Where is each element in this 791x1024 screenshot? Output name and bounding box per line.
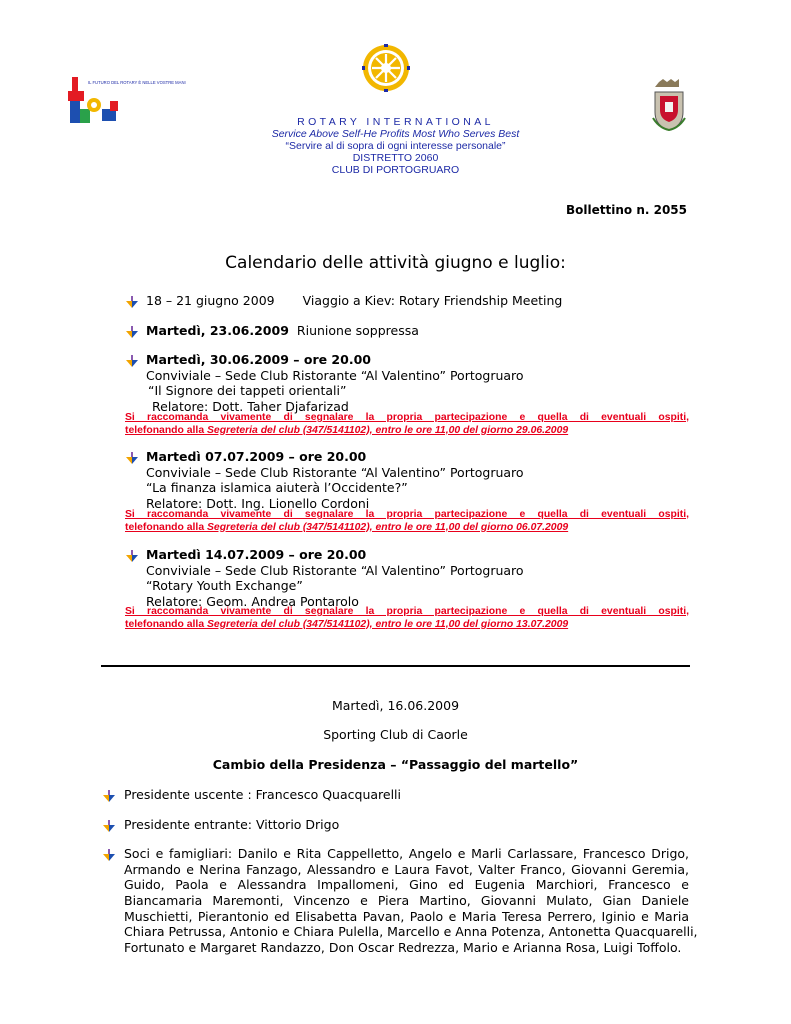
motto-italian: “Servire al di sopra di ogni interesse personale” [285,140,506,152]
secretary-phone: Segreteria del club (347/5141102), entro le ore 11,00 del giorno 06.07.2009 [206,521,569,533]
event-5-venue: Conviviale – Sede Club Ristorante “Al Valentino” Portogruaro [146,562,524,578]
event-5-speaker: Relatore: Geom. Andrea Pontarolo [146,593,359,609]
event-3-speaker: Relatore: Dott. Taher Djafarizad [152,398,349,414]
attendees-list: Soci e famigliari: Danilo e Rita Cappelletto, Angelo e Marli Carlassare, Francesco Drigo, Armando e Nerina Fanzago, Alessandro e Laura Favot, Valter Franco, Giovanni Geremia, Guido, Paola e Alessandra Impallomeni, Gino ed Eugenia Marchiori, Francesco e Biancamaria Maremonti, Vincenzo e Piera Martino, Giovanni Mulato, Gian Daniele Muschietti, Pierantonio ed Elisabetta Pavan, Paolo e Maria Teresa Perrero, Iginio e Maria Chiara Petrussa, Antonio e Chiara Pulella, Marcello e Anna Potenza, Antonetta Quacquarelli, Fortunato e Margaret Randazzo, Don Oscar Redrezza, Mario e Arianna Rosa, Luigi Toffolo. [124,846,698,955]
event-5-date: Martedì 14.07.2009 – ore 20.00 [146,547,367,562]
rotary-wheel-icon [362,44,410,92]
event-4-venue: Conviviale – Sede Club Ristorante “Al Valentino” Portogruaro [146,464,524,480]
bullet-icon [126,550,138,562]
event-5 [146,547,524,609]
bullet-icon [126,326,138,338]
outgoing-president: Presidente uscente : Francesco Quacquarelli [124,787,401,802]
club-name: CLUB DI PORTOGRUARO [331,164,460,176]
bullet-icon [126,355,138,367]
report-date: Martedì, 16.06.2009 [331,698,460,713]
bullet-icon [103,849,115,861]
event-3-venue: Conviviale – Sede Club Ristorante “Al Valentino” Portogruaro [146,367,524,383]
motto-english: Service Above Self-He Profits Most Who Serves Best [271,128,520,140]
incoming-president: Presidente entrante: Vittorio Drigo [124,817,340,832]
bullet-icon [103,820,115,832]
event-5-rsvp-notice: Si raccomanda vivamente di segnalare la propria partecipazione e quella di eventuali ospiti, telefonando alla Segreteria del club (347/5141102), entro le ore 11,00 del giorno 13.07.2009 [125,606,689,630]
calendar-title: Calendario delle attività giugno e luglio: [225,253,566,273]
event-1 [146,293,562,309]
secretary-phone: Segreteria del club (347/5141102), entro le ore 11,00 del giorno 13.07.2009 [206,618,569,630]
event-4-topic: “La finanza islamica aiuterà l’Occidente?” [146,480,408,495]
bulletin-number: Bollettino n. 2055 [566,203,687,217]
section-divider [101,665,690,667]
event-5-topic: “Rotary Youth Exchange” [146,578,303,593]
bullet-icon [126,452,138,464]
event-3-date: Martedì, 30.06.2009 – ore 20.00 [146,352,371,367]
event-2 [146,323,419,339]
event-1-title: Viaggio a Kiev: Rotary Friendship Meeting [302,293,563,308]
event-4 [146,449,524,511]
bullet-icon [103,790,115,802]
secretary-phone: Segreteria del club (347/5141102), entro le ore 11,00 del giorno 29.06.2009 [206,424,569,436]
bullet-icon [126,296,138,308]
district: DISTRETTO 2060 [352,152,439,164]
event-2-date: Martedì, 23.06.2009 [146,323,289,338]
event-3 [146,352,524,414]
event-3-rsvp-notice: Si raccomanda vivamente di segnalare la propria partecipazione e quella di eventuali ospiti, telefonando alla Segreteria del club (347/5141102), entro le ore 11,00 del giorno 29.06.2009 [125,412,689,436]
event-4-rsvp-notice: Si raccomanda vivamente di segnalare la propria partecipazione e quella di eventuali ospiti, telefonando alla Segreteria del club (347/5141102), entro le ore 11,00 del giorno 06.07.2009 [125,509,689,533]
event-4-speaker: Relatore: Dott. Ing. Lionello Cordoni [146,495,370,511]
report-title: Cambio della Presidenza – “Passaggio del martello” [212,757,579,772]
event-2-note: Riunione soppressa [296,323,419,338]
org-name: ROTARY INTERNATIONAL [297,116,494,128]
event-3-topic: “Il Signore dei tappeti orientali” [148,383,347,398]
event-4-date: Martedì 07.07.2009 – ore 20.00 [146,449,367,464]
left-logo-text: IL FUTURO DEL ROTARY È NELLE VOSTRE MANI [88,80,186,85]
report-place: Sporting Club di Caorle [323,727,468,742]
event-1-date: 18 – 21 giugno 2009 [146,293,275,308]
